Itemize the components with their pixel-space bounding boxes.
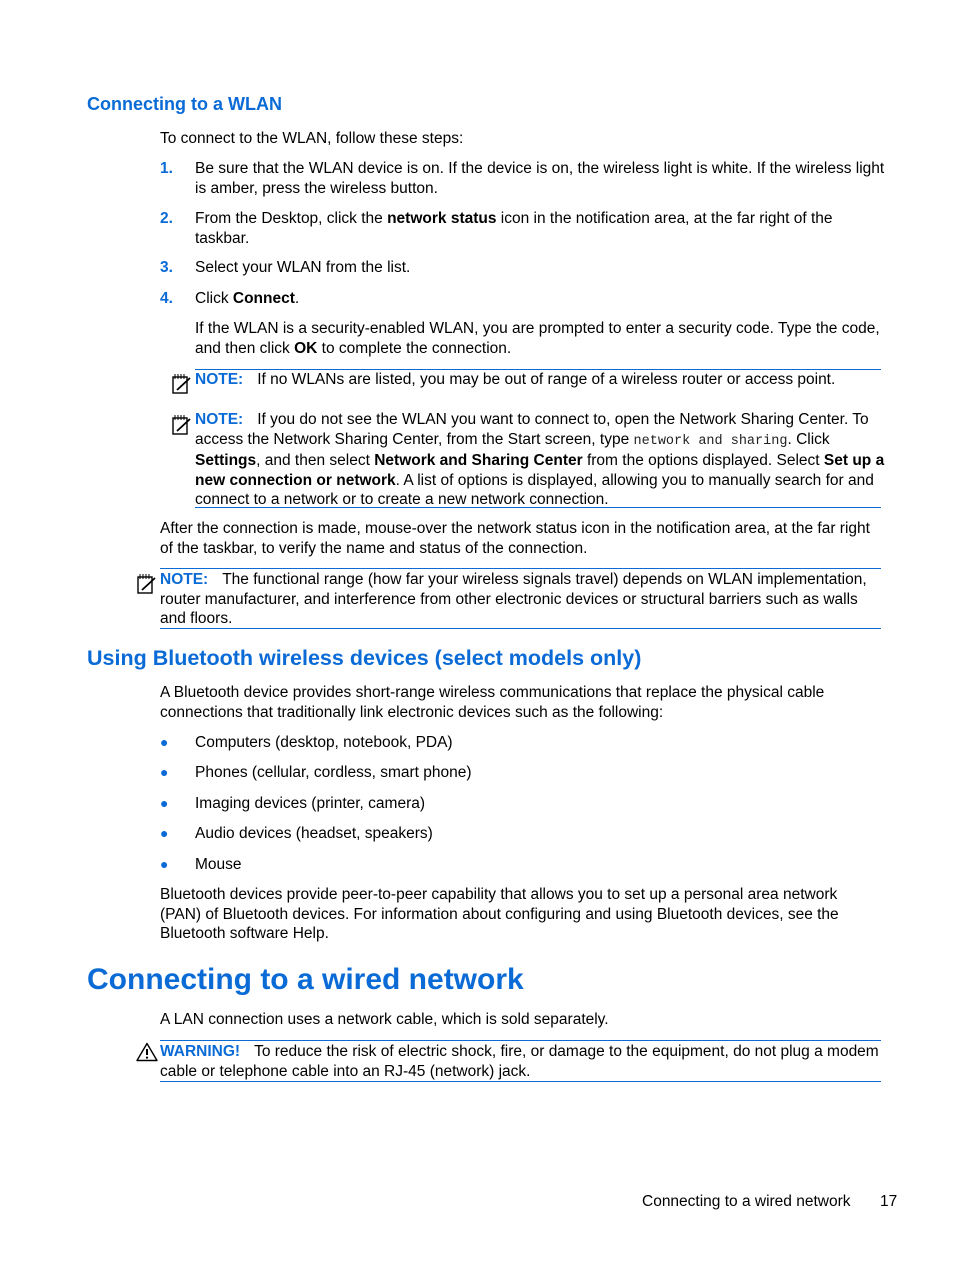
footer-section-title: Connecting to a wired network <box>642 1193 851 1210</box>
list-item: Imaging devices (printer, camera) <box>195 795 426 812</box>
wired-intro: A LAN connection uses a network cable, which is sold separately. <box>160 1011 609 1028</box>
step-4-detail: If the WLAN is a security-enabled WLAN, you are prompted to enter a security code. Type the code, and then click OK to complete the connection. <box>195 320 880 357</box>
note-text: NOTE: The functional range (how far your wireless signals travel) depends on WLAN implementation, router manufacturer, and interference from other electronic devices or structural barriers such as walls and floors. <box>160 571 867 627</box>
section-heading-bluetooth: Using Bluetooth wireless devices (select models only) <box>87 646 642 670</box>
note-callout <box>160 568 881 629</box>
bullet-icon: ● <box>160 764 169 780</box>
page-title-wired-network: Connecting to a wired network <box>87 963 524 996</box>
bluetooth-outro: Bluetooth devices provide peer-to-peer capability that allows you to set up a personal area network (PAN) of Bluetooth devices. For information about configuring and using Bluetooth devices, see the Bluetooth software Help. <box>160 886 839 942</box>
note-label: NOTE: <box>195 371 244 388</box>
warning-callout <box>160 1040 881 1082</box>
list-item: Phones (cellular, cordless, smart phone) <box>195 764 472 781</box>
step-3-text: Select your WLAN from the list. <box>195 259 411 276</box>
bullet-icon: ● <box>160 825 169 841</box>
step-number: 1. <box>160 160 173 177</box>
step-number: 3. <box>160 259 173 276</box>
step-2-text: From the Desktop, click the network status icon in the notification area, at the far right of the taskbar. <box>195 210 833 247</box>
code-text: network and sharing <box>633 433 788 449</box>
note-callout <box>195 369 881 398</box>
list-item: Mouse <box>195 856 242 873</box>
page-number: 17 <box>880 1193 898 1210</box>
bluetooth-intro: A Bluetooth device provides short-range wireless communications that replace the physical cable connections that traditionally link electronic devices such as the following: <box>160 684 825 721</box>
step-1-text: Be sure that the WLAN device is on. If the device is on, the wireless light is white. If the wireless light is amber, press the wireless button. <box>195 160 885 197</box>
step-number: 4. <box>160 290 173 307</box>
list-item: Computers (desktop, notebook, PDA) <box>195 734 453 751</box>
bullet-icon: ● <box>160 734 169 750</box>
note-text: If no WLANs are listed, you may be out of range of a wireless router or access point. <box>257 371 836 388</box>
warning-icon <box>136 1042 158 1062</box>
section-heading-wlan: Connecting to a WLAN <box>87 94 282 114</box>
step-number: 2. <box>160 210 173 227</box>
step-4-text: Click Connect. <box>195 290 300 307</box>
wlan-intro: To connect to the WLAN, follow these steps: <box>160 130 464 147</box>
bullet-icon: ● <box>160 795 169 811</box>
note-callout <box>195 409 885 508</box>
note-text: NOTE: If you do not see the WLAN you want to connect to, open the Network Sharing Center. To access the Network Sharing Center, from the Start screen, type network and sharing. Click Settings, and then select Network and Sharing Center from the options displayed. Select Set up a new connection or network. A list of options is displayed, allowing you to manually search for and connect to a network or to create a new network connection. <box>195 411 885 508</box>
list-item: Audio devices (headset, speakers) <box>195 825 433 842</box>
note-icon <box>136 573 158 595</box>
after-connection-text: After the connection is made, mouse-over the network status icon in the notification area, at the far right of the taskbar, to verify the name and status of the connection. <box>160 520 870 557</box>
note-icon <box>171 373 193 395</box>
bullet-icon: ● <box>160 856 169 872</box>
warning-text: WARNING! To reduce the risk of electric shock, fire, or damage to the equipment, do not plug a modem cable or telephone cable into an RJ-45 (network) jack. <box>160 1043 879 1080</box>
note-icon <box>171 414 193 436</box>
